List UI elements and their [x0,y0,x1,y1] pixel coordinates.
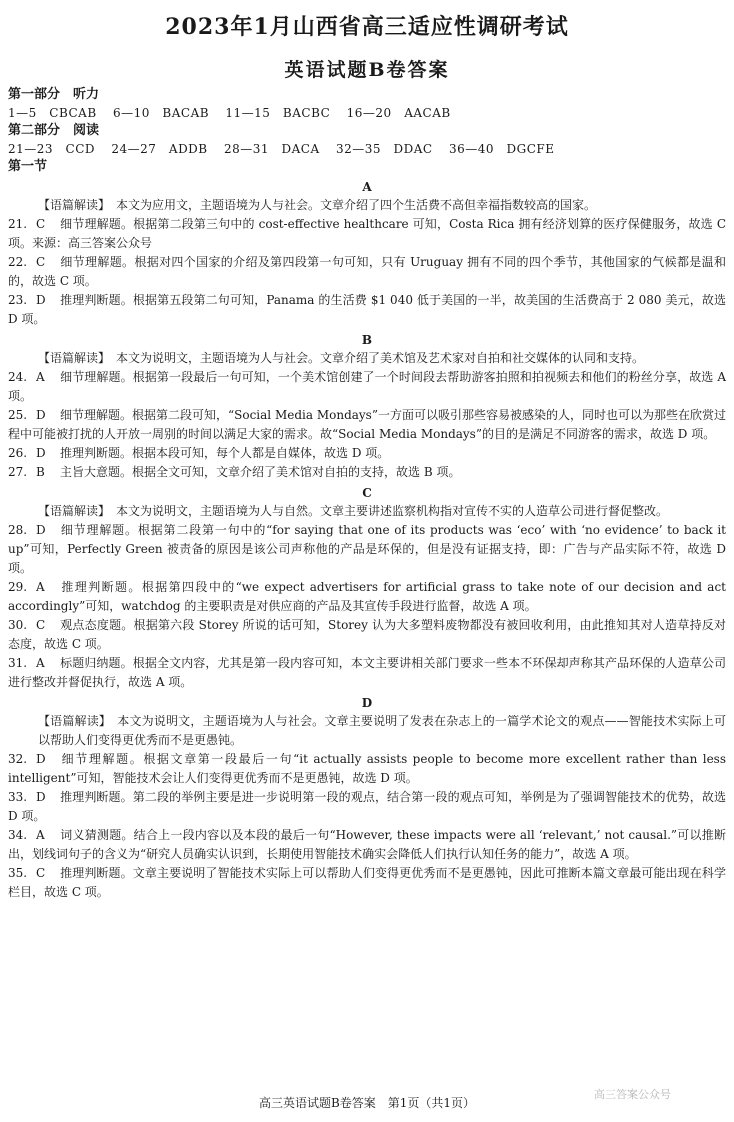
question-number: 24. [8,370,28,384]
answer-group: 32—35 DDAC [335,142,433,156]
question-explanation: 推理判断题。文章主要说明了智能技术实际上可以帮助人们变得更优秀而不是更愚钝，因此可推断本篇文章最可能出现在科学栏目，故选 C 项。 [8,866,726,899]
question-answer: D [36,790,46,804]
passage-c-letter: C [362,486,372,500]
question-number: 32. [8,752,28,766]
part2-answers [8,140,726,158]
question-item [8,253,726,291]
question-answer: D [36,523,46,537]
watermark: 高三答案公众号 [594,1088,671,1101]
question-answer: D [36,408,46,422]
question-number: 29. [8,580,28,594]
question-number: 35. [8,866,28,880]
passage-d-letter: D [361,696,373,710]
question-item [8,788,726,826]
question-answer: C [36,255,46,269]
passage-d-analysis: 【语篇解读】 本文为说明文，主题语境为人与社会。文章主要说明了发表在杂志上的一篇学术论文的观点——智能技术实际上可以帮助人们变得更优秀而不是更愚钝。 [38,714,726,747]
question-item [8,291,726,329]
question-explanation: 标题归纳题。根据全文内容，尤其是第一段内容可知，本文主要讲相关部门要求一些本不环保却声称其产品环保的人造草公司进行整改并督促执行，故选 A 项。 [8,656,726,689]
question-item [8,368,726,406]
question-explanation: 推理判断题。根据第五段第二句可知，Panama 的生活费 $1 040 低于美国的一半，故美国的生活费高于 2 080 美元，故选 D 项。 [8,293,726,326]
question-explanation: 细节理解题。根据文章第一段最后一句“it actually assists people to become more excellent rather than less intelligent”可知，智能技术会让人们变得更优秀而不是更愚钝，故选 D 项。 [8,752,726,785]
question-number: 23. [8,293,28,307]
question-item [8,444,726,463]
answer-group: 11—15 BACBC [225,106,331,120]
question-explanation: 细节理解题。根据第二段可知，“Social Media Mondays”一方面可以吸引那些容易被感染的人，同时也可以为那些在欣赏过程中可能被打扰的人开放一周别的时间以满足大家的需求。故“Social Media Mondays”的目的是满足不同游客的需求，故选 D 项。 [8,408,726,441]
part1-answers [8,104,726,122]
question-explanation: 细节理解题。根据第二段第三句中的 cost-effective healthcare 可知，Costa Rica 拥有经济划算的医疗保健服务，故选 C 项。来源：高三答案公众号 [8,217,726,250]
question-explanation: 细节理解题。根据第二段第一句中的“for saying that one of its products was ‘eco’ with ‘no evidence’ to back it up”可知，Perfectly Green 被责备的原因是该公司声称他的产品是环保的，但是没有证据支持，即：广告与产品实际不符，故选 D 项。 [8,523,726,575]
question-item [8,750,726,788]
passage-c-analysis: 【语篇解读】 本文为说明文，主题语境为人与自然。文章主要讲述监察机构指对宣传不实的人造草公司进行督促整改。 [38,504,669,518]
question-answer: D [36,752,46,766]
question-number: 34. [8,828,28,842]
answer-sheet-page [8,0,726,902]
question-number: 21. [8,217,28,231]
question-item [8,521,726,578]
question-answer: A [36,580,45,594]
part2-heading: 第二部分 阅读 [8,123,100,138]
answer-group: 36—40 DGCFE [448,142,555,156]
passage-a-letter: A [362,180,372,194]
question-explanation: 细节理解题。根据对四个国家的介绍及第四段第一句可知，只有 Uruguay 拥有不同的四个季节，其他国家的气候都是温和的，故选 C 项。 [8,255,726,288]
question-item [8,406,726,444]
question-number: 22. [8,255,28,269]
answer-group: 24—27 ADDB [111,142,208,156]
question-item [8,578,726,616]
question-item [8,463,726,482]
question-answer: A [36,828,45,842]
question-answer: A [36,370,45,384]
question-number: 27. [8,465,28,479]
question-explanation: 细节理解题。根据第一段最后一句可知，一个美术馆创建了一个时间段去帮助游客拍照和拍视频去和他们的粉丝分享，故选 A 项。 [8,370,726,403]
question-item [8,654,726,692]
question-number: 25. [8,408,28,422]
question-item [8,616,726,654]
question-item [8,826,726,864]
question-explanation: 推理判断题。根据第四段中的“we expect advertisers for artificial grass to take note of our decision and act accordingly”可知，watchdog 的主要职责是对供应商的产品及其宣传手段进行监督，故选 A 项。 [8,580,726,613]
question-answer: C [36,217,46,231]
page-title: 2023年1月山西省高三适应性调研考试 [165,14,569,40]
question-item [8,215,726,253]
page-footer: 高三英语试题B卷答案 第1页（共1页） [258,1096,476,1110]
page-subtitle: 英语试题B卷答案 [284,59,450,81]
question-answer: D [36,293,46,307]
question-number: 31. [8,656,28,670]
question-answer: A [36,656,45,670]
answer-group: 6—10 BACAB [113,106,210,120]
question-explanation: 推理判断题。根据本段可知，每个人都是自媒体，故选 D 项。 [60,446,390,460]
question-number: 28. [8,523,28,537]
passage-a-analysis: 【语篇解读】 本文为应用文，主题语境为人与社会。文章介绍了四个生活费不高但幸福指数较高的国家。 [38,198,597,212]
answer-group: 16—20 AACAB [346,106,451,120]
section-heading: 第一节 [8,159,48,174]
part1-heading: 第一部分 听力 [8,87,100,102]
question-item [8,864,726,902]
question-number: 30. [8,618,28,632]
question-explanation: 主旨大意题。根据全文可知，文章介绍了美术馆对自拍的支持，故选 B 项。 [60,465,461,479]
passage-b-analysis: 【语篇解读】 本文为说明文，主题语境为人与社会。文章介绍了美术馆及艺术家对自拍和社交媒体的认同和支持。 [38,351,645,365]
question-explanation: 词义猜测题。结合上一段内容以及本段的最后一句“However, these impacts were all ‘relevant,’ not causal.”可以推断出，划线词句子的含义为“研究人员确实认识到，长期使用智能技术确实会降低人们执行认知任务的能力”，故选 A 项。 [8,828,726,861]
question-answer: C [36,866,46,880]
answer-group: 1—5 CBCAB [8,106,97,120]
passage-b-letter: B [361,333,373,347]
answer-group: 28—31 DACA [223,142,320,156]
question-answer: D [36,446,46,460]
question-answer: C [36,618,46,632]
question-explanation: 观点态度题。根据第六段 Storey 所说的话可知，Storey 认为大多塑料废物都没有被回收利用，由此推知其对人造草持反对态度，故选 C 项。 [8,618,726,651]
question-explanation: 推理判断题。第二段的举例主要是进一步说明第一段的观点，结合第一段的观点可知，举例是为了强调智能技术的优势，故选 D 项。 [8,790,726,823]
question-number: 33. [8,790,28,804]
question-answer: B [36,465,45,479]
answer-group: 21—23 CCD [8,142,96,156]
question-number: 26. [8,446,28,460]
